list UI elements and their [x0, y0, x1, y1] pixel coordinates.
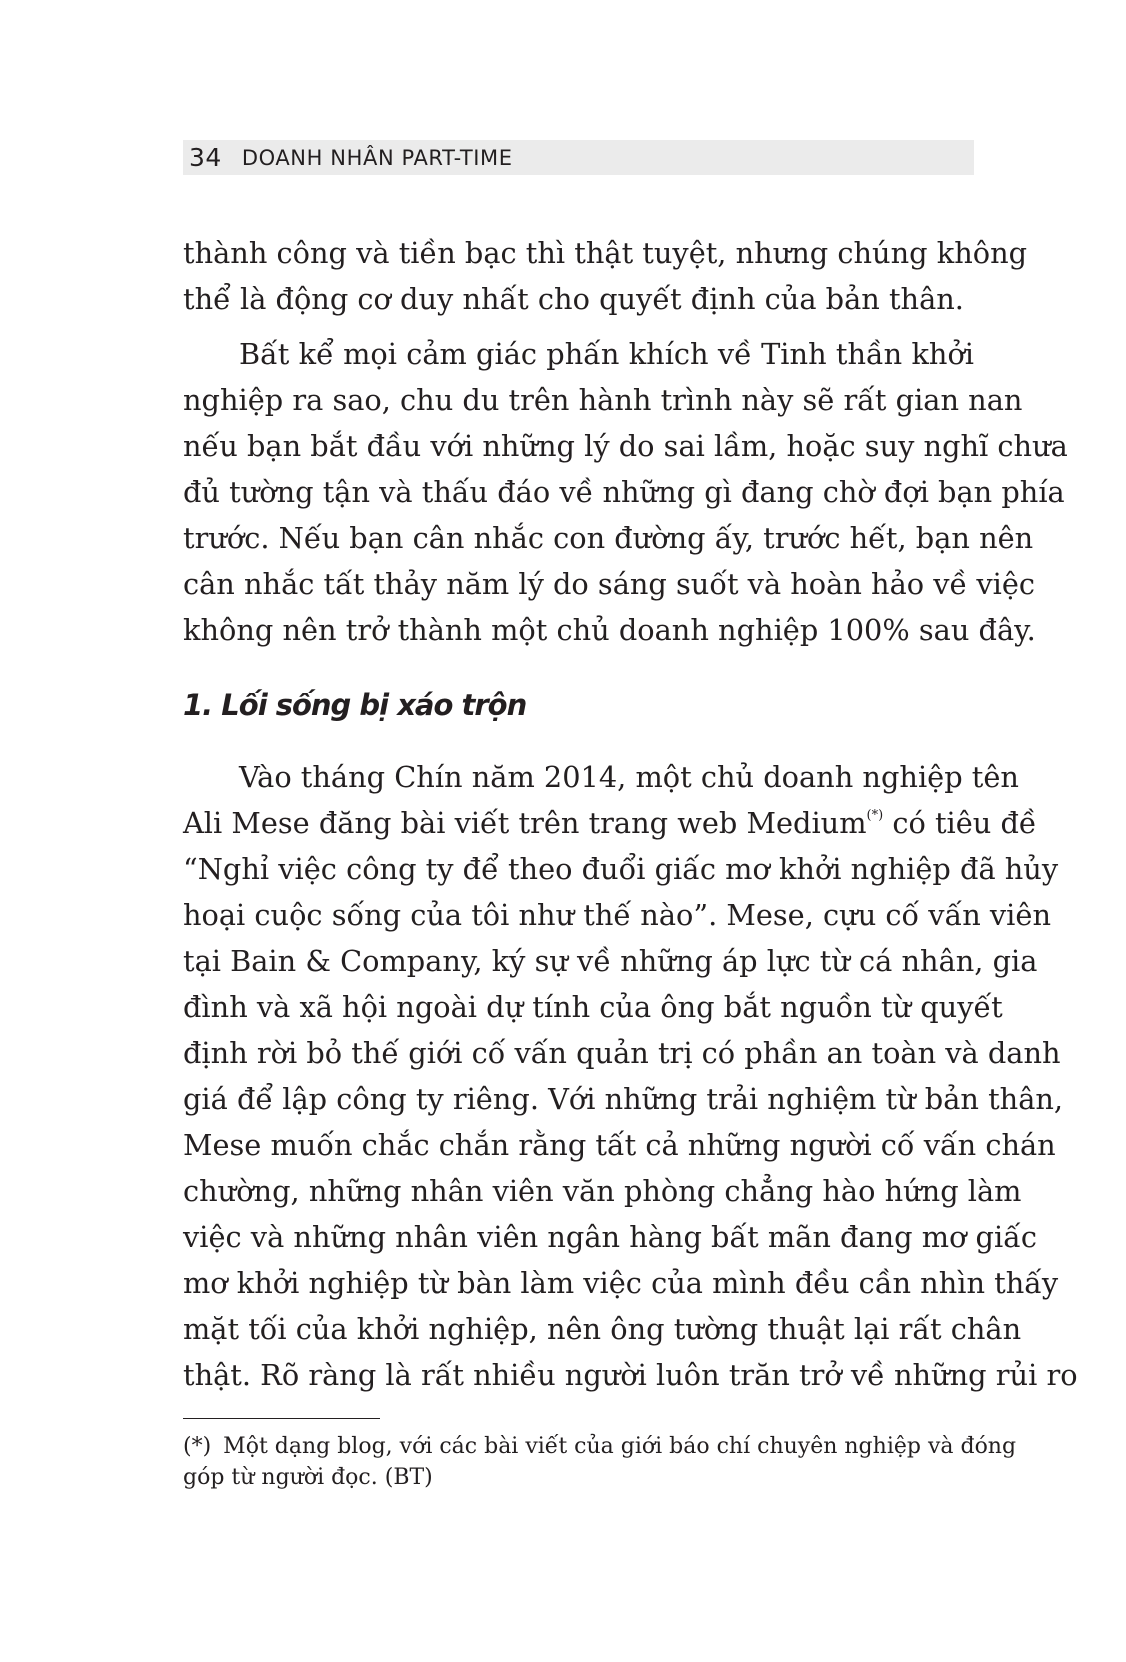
text-line: việc và những nhân viên ngân hàng bất mãn đang mơ giấc	[183, 1220, 1037, 1254]
text-line: đủ tường tận và thấu đáo về những gì đang chờ đợi bạn phía	[183, 475, 1065, 509]
text-line: mặt tối của khởi nghiệp, nên ông tường thuật lại rất chân	[183, 1312, 1022, 1346]
text-line: thành công và tiền bạc thì thật tuyệt, nhưng chúng không	[183, 236, 1028, 270]
text-line: không nên trở thành một chủ doanh nghiệp 100% sau đây.	[183, 613, 1036, 647]
text-line: Mese muốn chắc chắn rằng tất cả những người cố vấn chán	[183, 1128, 1056, 1162]
footnote-text: Một dạng blog, với các bài viết của giới báo chí chuyên nghiệp và đóng	[223, 1434, 1017, 1459]
text-line: nghiệp ra sao, chu du trên hành trình này sẽ rất gian nan	[183, 383, 1023, 417]
text-line: hoại cuộc sống của tôi như thế nào”. Mese, cựu cố vấn viên	[183, 898, 1051, 932]
text-line: thể là động cơ duy nhất cho quyết định của bản thân.	[183, 282, 964, 316]
text-line: trước. Nếu bạn cân nhắc con đường ấy, trước hết, bạn nên	[183, 521, 1034, 555]
footnote-line: góp từ người đọc. (BT)	[183, 1465, 433, 1490]
text-line: Vào tháng Chín năm 2014, một chủ doanh nghiệp tên	[239, 760, 1019, 794]
text-line: giá để lập công ty riêng. Với những trải nghiệm từ bản thân,	[183, 1082, 1064, 1116]
text-line: thật. Rõ ràng là rất nhiều người luôn trăn trở về những rủi ro	[183, 1358, 1078, 1392]
section-heading: 1. Lối sống bị xáo trộn	[183, 688, 527, 722]
page-number: 34	[189, 143, 222, 172]
text-line: tại Bain & Company, ký sự về những áp lực từ cá nhân, gia	[183, 944, 1038, 978]
section-paragraph	[183, 754, 1078, 1398]
text-line: Bất kể mọi cảm giác phấn khích về Tinh thần khởi	[239, 337, 974, 371]
footnote-marker: (*)	[183, 1434, 212, 1459]
running-header	[183, 140, 974, 175]
text-line: định rời bỏ thế giới cố vấn quản trị có phần an toàn và danh	[183, 1036, 1061, 1070]
text-line: đình và xã hội ngoài dự tính của ông bắt nguồn từ quyết	[183, 990, 1003, 1024]
text-line: cân nhắc tất thảy năm lý do sáng suốt và hoàn hảo về việc	[183, 567, 1036, 601]
text-line: mơ khởi nghiệp từ bàn làm việc của mình đều cần nhìn thấy	[183, 1266, 1059, 1300]
footnote-line	[183, 1431, 1017, 1462]
text-line: chường, những nhân viên văn phòng chẳng hào hứng làm	[183, 1174, 1022, 1208]
footnote-divider	[183, 1418, 380, 1419]
text-line: “Nghỉ việc công ty để theo đuổi giấc mơ khởi nghiệp đã hủy	[183, 852, 1059, 886]
paragraph-1	[183, 230, 1028, 322]
paragraph-2	[183, 331, 1068, 653]
text-segment: Ali Mese đăng bài viết trên trang web Medium	[183, 806, 867, 840]
book-title: DOANH NHÂN PART-TIME	[241, 145, 513, 170]
footnote	[183, 1431, 1017, 1493]
text-line: nếu bạn bắt đầu với những lý do sai lầm, hoặc suy nghĩ chưa	[183, 429, 1068, 463]
text-segment: có tiêu đề	[883, 806, 1037, 840]
footnote-reference[interactable]: (*)	[866, 808, 884, 823]
text-line-with-footnote-ref	[183, 800, 1037, 846]
